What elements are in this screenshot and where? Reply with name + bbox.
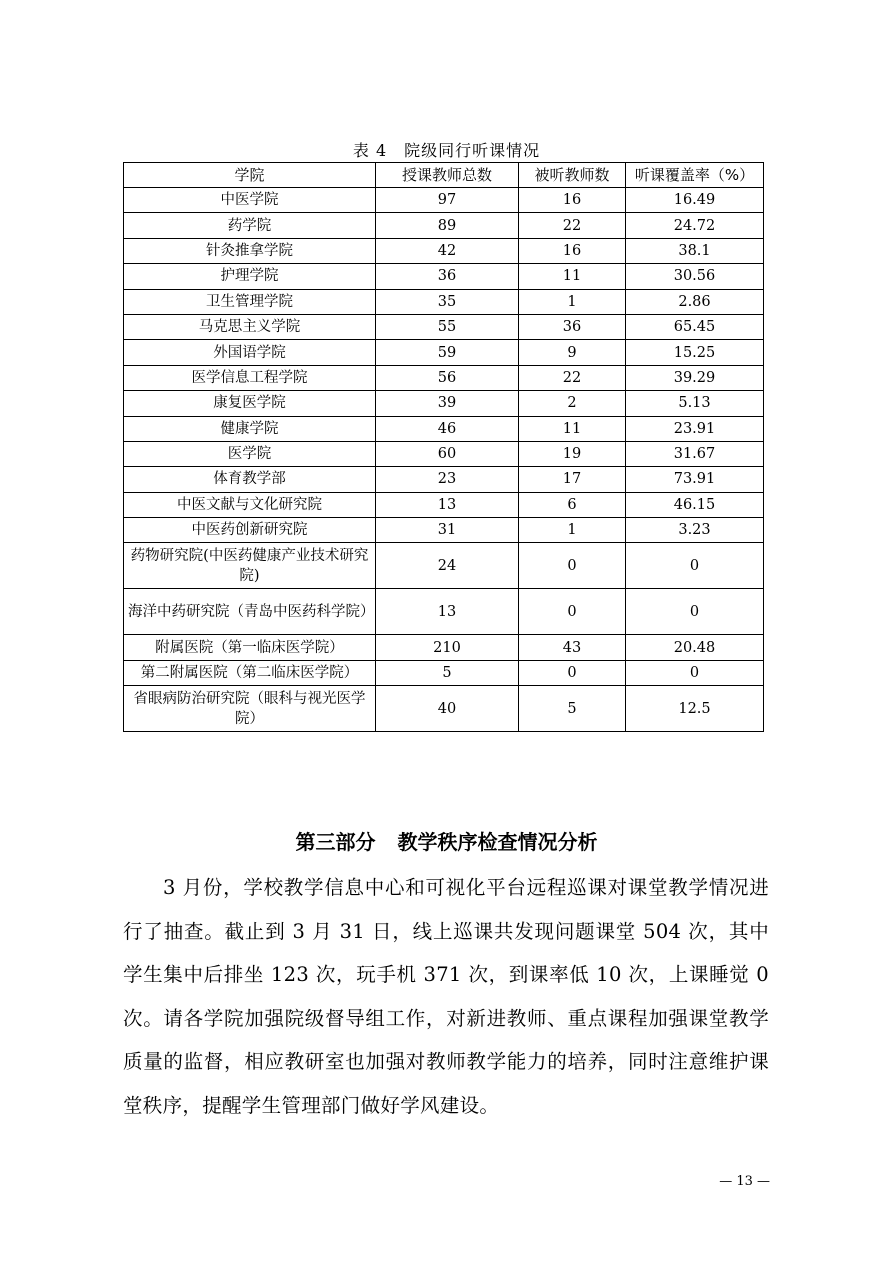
table-row xyxy=(124,238,764,263)
cell-total-teachers: 31 xyxy=(376,518,519,543)
cell-coverage: 12.5 xyxy=(626,686,764,732)
cell-observed-teachers: 1 xyxy=(519,518,626,543)
cell-total-teachers: 59 xyxy=(376,340,519,365)
cell-observed-teachers: 22 xyxy=(519,213,626,238)
column-header-observed-teachers: 被听教师数 xyxy=(519,163,626,188)
cell-college: 中医文献与文化研究院 xyxy=(124,492,376,517)
table-row xyxy=(124,213,764,238)
cell-college: 外国语学院 xyxy=(124,340,376,365)
cell-observed-teachers: 0 xyxy=(519,660,626,685)
cell-college: 康复医学院 xyxy=(124,391,376,416)
cell-coverage: 30.56 xyxy=(626,264,764,289)
cell-total-teachers: 42 xyxy=(376,238,519,263)
cell-college: 医学院 xyxy=(124,441,376,466)
table-row xyxy=(124,518,764,543)
cell-observed-teachers: 0 xyxy=(519,589,626,635)
table-caption: 表 4 院级同行听课情况 xyxy=(352,141,541,160)
cell-college: 省眼病防治研究院（眼科与视光医学院） xyxy=(124,686,376,732)
cell-observed-teachers: 16 xyxy=(519,238,626,263)
cell-observed-teachers: 19 xyxy=(519,441,626,466)
cell-coverage: 0 xyxy=(626,589,764,635)
cell-total-teachers: 60 xyxy=(376,441,519,466)
cell-coverage: 20.48 xyxy=(626,635,764,660)
column-header-coverage: 听课覆盖率（%） xyxy=(626,163,764,188)
cell-total-teachers: 39 xyxy=(376,391,519,416)
table-row xyxy=(124,467,764,492)
cell-coverage: 38.1 xyxy=(626,238,764,263)
cell-total-teachers: 89 xyxy=(376,213,519,238)
cell-college: 药学院 xyxy=(124,213,376,238)
cell-coverage: 0 xyxy=(626,660,764,685)
table-row xyxy=(124,492,764,517)
cell-observed-teachers: 22 xyxy=(519,365,626,390)
cell-total-teachers: 23 xyxy=(376,467,519,492)
cell-coverage: 46.15 xyxy=(626,492,764,517)
cell-coverage: 15.25 xyxy=(626,340,764,365)
cell-observed-teachers: 11 xyxy=(519,416,626,441)
cell-coverage: 5.13 xyxy=(626,391,764,416)
cell-college: 马克思主义学院 xyxy=(124,314,376,339)
table-row xyxy=(124,441,764,466)
cell-observed-teachers: 9 xyxy=(519,340,626,365)
cell-observed-teachers: 16 xyxy=(519,188,626,213)
cell-coverage: 3.23 xyxy=(626,518,764,543)
cell-coverage: 24.72 xyxy=(626,213,764,238)
cell-coverage: 31.67 xyxy=(626,441,764,466)
cell-college: 针灸推拿学院 xyxy=(124,238,376,263)
cell-observed-teachers: 5 xyxy=(519,686,626,732)
cell-college: 医学信息工程学院 xyxy=(124,365,376,390)
cell-observed-teachers: 43 xyxy=(519,635,626,660)
cell-total-teachers: 55 xyxy=(376,314,519,339)
cell-observed-teachers: 11 xyxy=(519,264,626,289)
table-row xyxy=(124,314,764,339)
section-part-label: 第三部分 xyxy=(295,830,376,854)
table-row xyxy=(124,188,764,213)
table-row xyxy=(124,391,764,416)
table-row xyxy=(124,589,764,635)
cell-observed-teachers: 1 xyxy=(519,289,626,314)
table-row xyxy=(124,365,764,390)
table-row xyxy=(124,635,764,660)
cell-college: 体育教学部 xyxy=(124,467,376,492)
cell-coverage: 23.91 xyxy=(626,416,764,441)
table-header-row xyxy=(124,163,764,188)
cell-total-teachers: 13 xyxy=(376,589,519,635)
cell-college: 中医学院 xyxy=(124,188,376,213)
column-header-college: 学院 xyxy=(124,163,376,188)
cell-college: 健康学院 xyxy=(124,416,376,441)
column-header-total-teachers: 授课教师总数 xyxy=(376,163,519,188)
table-row xyxy=(124,416,764,441)
table-row xyxy=(124,340,764,365)
table-row xyxy=(124,686,764,732)
cell-observed-teachers: 17 xyxy=(519,467,626,492)
table-row xyxy=(124,264,764,289)
cell-college: 第二附属医院（第二临床医学院） xyxy=(124,660,376,685)
cell-total-teachers: 24 xyxy=(376,543,519,589)
section-heading xyxy=(0,826,893,855)
cell-coverage: 0 xyxy=(626,543,764,589)
section-title-text: 教学秩序检查情况分析 xyxy=(397,830,598,854)
cell-college: 海洋中药研究院（青岛中医药科学院） xyxy=(124,589,376,635)
cell-total-teachers: 56 xyxy=(376,365,519,390)
cell-observed-teachers: 6 xyxy=(519,492,626,517)
body-paragraph: 3 月份，学校教学信息中心和可视化平台远程巡课对课堂教学情况进行了抽查。截止到 3 月 31 日，线上巡课共发现问题课堂 504 次，其中学生集中后排坐 123 次，玩手机 371 次，到课率低 10 次，上课睡觉 0 次。请各学院加强院级督导组工作，对新进教师、重点课程加强课堂教学质量的监督，相应教研室也加强对教师教学能力的培养，同时注意维护课堂秩序，提醒学生管理部门做好学风建设。 xyxy=(123,876,769,1117)
cell-coverage: 39.29 xyxy=(626,365,764,390)
cell-coverage: 65.45 xyxy=(626,314,764,339)
cell-total-teachers: 46 xyxy=(376,416,519,441)
cell-coverage: 73.91 xyxy=(626,467,764,492)
cell-college: 药物研究院(中医药健康产业技术研究院) xyxy=(124,543,376,589)
cell-total-teachers: 36 xyxy=(376,264,519,289)
cell-total-teachers: 210 xyxy=(376,635,519,660)
table-body xyxy=(124,188,764,732)
cell-total-teachers: 40 xyxy=(376,686,519,732)
table-row xyxy=(124,660,764,685)
cell-coverage: 16.49 xyxy=(626,188,764,213)
cell-coverage: 2.86 xyxy=(626,289,764,314)
table-row xyxy=(124,289,764,314)
cell-college: 护理学院 xyxy=(124,264,376,289)
cell-college: 中医药创新研究院 xyxy=(124,518,376,543)
cell-college: 卫生管理学院 xyxy=(124,289,376,314)
cell-college: 附属医院（第一临床医学院） xyxy=(124,635,376,660)
cell-total-teachers: 13 xyxy=(376,492,519,517)
cell-total-teachers: 5 xyxy=(376,660,519,685)
table-row xyxy=(124,543,764,589)
cell-total-teachers: 35 xyxy=(376,289,519,314)
cell-observed-teachers: 0 xyxy=(519,543,626,589)
cell-observed-teachers: 2 xyxy=(519,391,626,416)
cell-observed-teachers: 36 xyxy=(519,314,626,339)
peer-observation-table xyxy=(123,162,764,732)
page-number: — 13 — xyxy=(719,1174,770,1189)
cell-total-teachers: 97 xyxy=(376,188,519,213)
